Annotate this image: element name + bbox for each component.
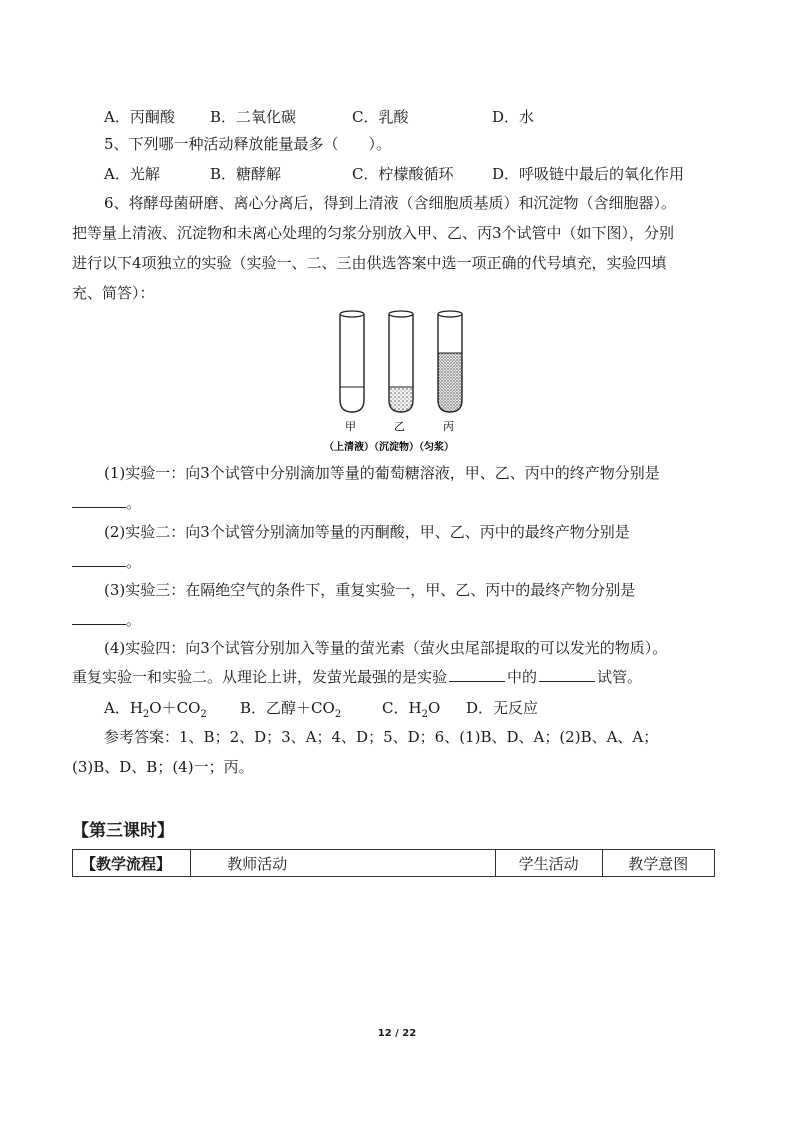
q6-option-b (240, 697, 341, 720)
answer-blank (72, 552, 126, 567)
figure-caption: （上清液）（沉淀物）（匀浆） (330, 442, 454, 453)
q6-option-a-prefix: A．H (104, 699, 143, 717)
tube-label-bing: 丙 (443, 420, 454, 433)
answer-blank-experiment (449, 667, 505, 682)
tube-label-yi: 乙 (394, 420, 405, 433)
answers-line-2: (3)B、D、B；(4)一；丙。 (72, 758, 254, 776)
period: 。 (126, 611, 142, 629)
test-tube-figure (330, 308, 470, 456)
q6-option-b-sub: 2 (334, 709, 342, 720)
experiment-2-blank-line (72, 552, 141, 572)
test-tubes-illustration (330, 308, 470, 456)
experiment-4-text-c: 试管。 (597, 668, 643, 686)
experiment-4-text-b: 中的 (507, 668, 538, 686)
table-header-purpose: 教学意图 (602, 850, 714, 877)
experiment-4-line-2 (72, 667, 642, 687)
page-number: 12 / 22 (377, 1028, 417, 1039)
q6-option-c-sub: 2 (421, 709, 428, 720)
table-header-flow: 【教学流程】 (73, 850, 191, 877)
q6-option-a-mid: O＋CO (149, 699, 201, 717)
teaching-flow-table (72, 849, 715, 877)
experiment-1-blank-line (72, 493, 141, 513)
section-title: 【第三课时】 (72, 821, 174, 841)
q6-line-1: 6、将酵母菌研磨、离心分离后，得到上清液（含细胞质基质）和沉淀物（含细胞器）。 (104, 194, 677, 212)
table-header-teacher: 教师活动 (191, 850, 496, 877)
experiment-3-text: (3)实验三：在隔绝空气的条件下，重复实验一，甲、乙、丙中的最终产物分别是 (104, 581, 636, 599)
q6-line-3: 进行以下4项独立的实验（实验一、二、三由供选答案中选一项正确的代号填充，实验四填 (72, 254, 667, 272)
q6-option-c-suffix: O (427, 699, 441, 717)
period: 。 (126, 553, 142, 571)
q6-line-4: 充、简答）： (72, 284, 155, 302)
answers-line-1: 参考答案：1、B；2、D；3、A；4、D；5、D；6、(1)B、D、A；(2)B、A、A； (104, 728, 659, 746)
q6-option-d: D．无反应 (466, 699, 539, 717)
table-header-row (73, 850, 715, 877)
q5-option-a: A．光解 (104, 165, 160, 183)
tube-bing (438, 311, 462, 412)
q4-option-b: B．二氧化碳 (210, 108, 297, 126)
tube-yi (389, 311, 413, 412)
answer-blank (72, 493, 126, 508)
q4-option-a: A．丙酮酸 (104, 108, 175, 126)
q5-option-b: B．糖酵解 (210, 165, 282, 183)
experiment-2-text: (2)实验二：向3个试管分别滴加等量的丙酮酸，甲、乙、丙中的最终产物分别是 (104, 523, 630, 541)
table-header-student: 学生活动 (495, 850, 602, 877)
experiment-3-blank-line (72, 610, 141, 630)
q4-option-c: C．乳酸 (352, 108, 409, 126)
tube-jia (340, 311, 364, 412)
q6-option-c-prefix: C．H (382, 699, 422, 717)
experiment-4-line-1: (4)实验四：向3个试管分别加入等量的萤光素（萤火虫尾部提取的可以发光的物质）。 (104, 639, 668, 657)
q5-stem: 5、下列哪一种活动释放能量最多（ ）。 (104, 135, 392, 153)
q5-option-d: D．呼吸链中最后的氧化作用 (492, 165, 685, 183)
q6-line-2: 把等量上清液、沉淀物和未离心处理的匀浆分别放入甲、乙、丙3个试管中（如下图），分别 (72, 224, 675, 242)
q6-option-a-sub1: 2 (142, 709, 150, 720)
answer-blank-tube (539, 667, 595, 682)
q6-option-c (382, 697, 440, 720)
q4-option-d: D．水 (492, 108, 535, 126)
experiment-1-text: (1)实验一：向3个试管中分别滴加等量的葡萄糖溶液，甲、乙、丙中的终产物分别是 (104, 464, 660, 482)
tube-label-jia: 甲 (345, 420, 356, 433)
q6-option-a (104, 697, 207, 720)
q6-option-b-prefix: B．乙醇＋CO (240, 699, 335, 717)
q6-option-a-sub2: 2 (200, 709, 207, 720)
answer-blank (72, 610, 126, 625)
experiment-4-text-a: 重复实验一和实验二。从理论上讲，发萤光最强的是实验 (72, 668, 448, 686)
q5-option-c: C．柠檬酸循环 (352, 165, 454, 183)
period: 。 (126, 494, 142, 512)
